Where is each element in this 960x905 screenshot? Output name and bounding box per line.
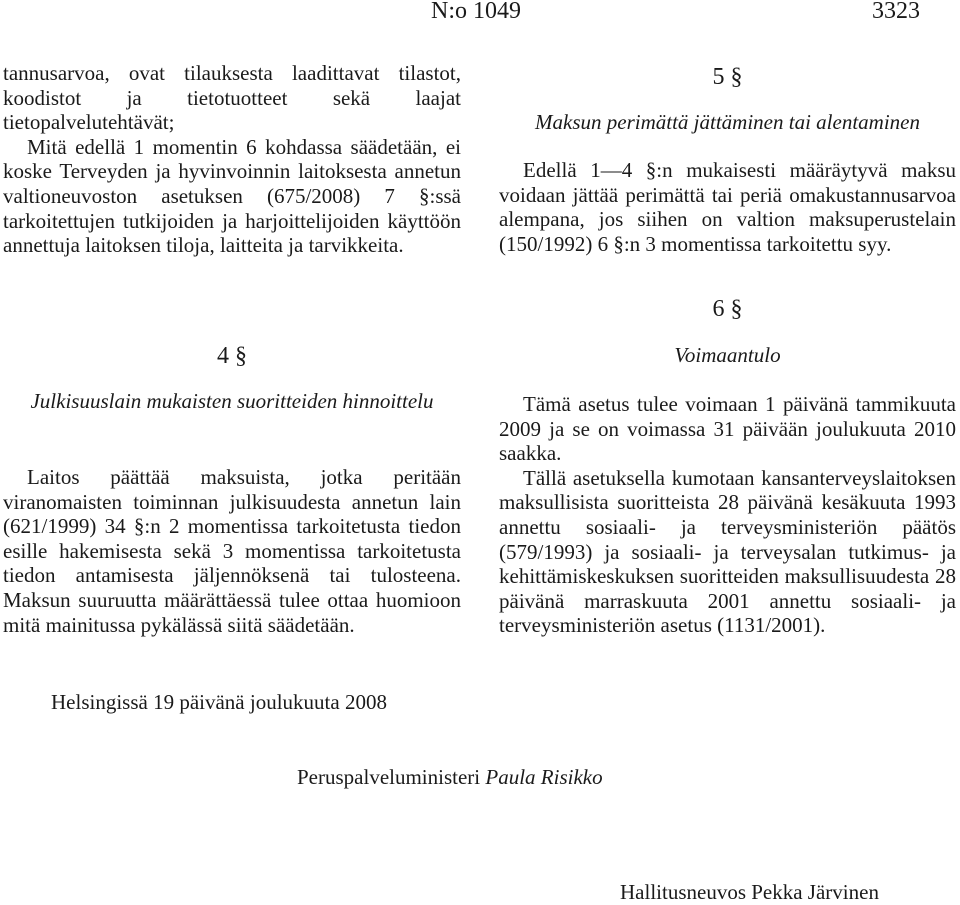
minister-name: Paula Risikko [485,765,603,789]
advisor-signature: Hallitusneuvos Pekka Järvinen [620,880,879,904]
intro-paragraph-2: Mitä edellä 1 momentin 6 kohdassa säädetään, ei koske Terveyden ja hyvinvoinnin laitoksesta annetun valtioneuvoston asetuksen (675/2008) 7 §:ssä tarkoitettujen tutkijoiden ja harjoittelijoiden käyttöön annettuja laitoksen tiloja, laitteita ja tarvikkeita. [3,134,461,258]
section-6-paragraph-1: Tämä asetus tulee voimaan 1 päivänä tammikuuta 2009 ja se on voimassa 31 päivään joulukuuta 2010 saakka. [499,392,956,466]
section-4-paragraph: Laitos päättää maksuista, jotka peritään viranomaisten toiminnan julkisuudesta annetun lain (621/1999) 34 §:n 2 momentissa tarkoitetusta tiedon esille hakemisesta sekä 3 momentissa tarkoitetusta tiedon antamisesta jäljennöksenä tai tulosteena. Maksun suuruutta määrättäessä tulee ottaa huomioon mitä mainitussa pykälässä siitä säädetään. [3,465,461,637]
section-4-number: 4 § [217,343,247,369]
statute-number: N:o 1049 [431,0,521,24]
section-6-number: 6 § [712,296,743,322]
section-5-paragraph: Edellä 1—4 §:n mukaisesti määräytyvä maksu voidaan jättää perimättä tai periä omakustannusarvoa alempana, jos siihen on valtion maksuperustelain (150/1992) 6 §:n 3 momentissa tarkoitettu syy. [499,158,956,256]
section-4-body [3,465,461,637]
section-5-number: 5 § [712,64,743,90]
section-5-title: Maksun perimättä jättäminen tai alentaminen [535,110,920,134]
place-and-date: Helsingissä 19 päivänä joulukuuta 2008 [51,690,387,714]
section-6-paragraph-2: Tällä asetuksella kumotaan kansanterveyslaitoksen maksullisista suoritteista 28 päivänä kesäkuuta 1993 annettu sosiaali- ja terveysministeriön päätös (579/1993) ja sosiaali- ja terveysalan tutkimus- ja kehittämiskeskuksen suoritteiden maksullisuudesta 28 päivänä marraskuuta 2001 annettu sosiaali- ja terveysministeriön asetus (1131/2001). [499,465,956,638]
section-5-body [499,158,956,256]
minister-title: Peruspalveluministeri [297,765,481,789]
intro-paragraph-1: tannusarvoa, ovat tilauksesta laadittavat tilastot, koodistot ja tietotuotteet sekä laajat tietopalvelutehtävät; [3,61,461,135]
section-6-body [499,392,956,638]
left-intro-text [3,61,461,258]
section-4-title: Julkisuuslain mukaisten suoritteiden hinnoittelu [30,389,434,413]
section-6-title: Voimaantulo [674,343,781,367]
page-number: 3323 [872,0,920,24]
minister-signature [297,765,603,790]
